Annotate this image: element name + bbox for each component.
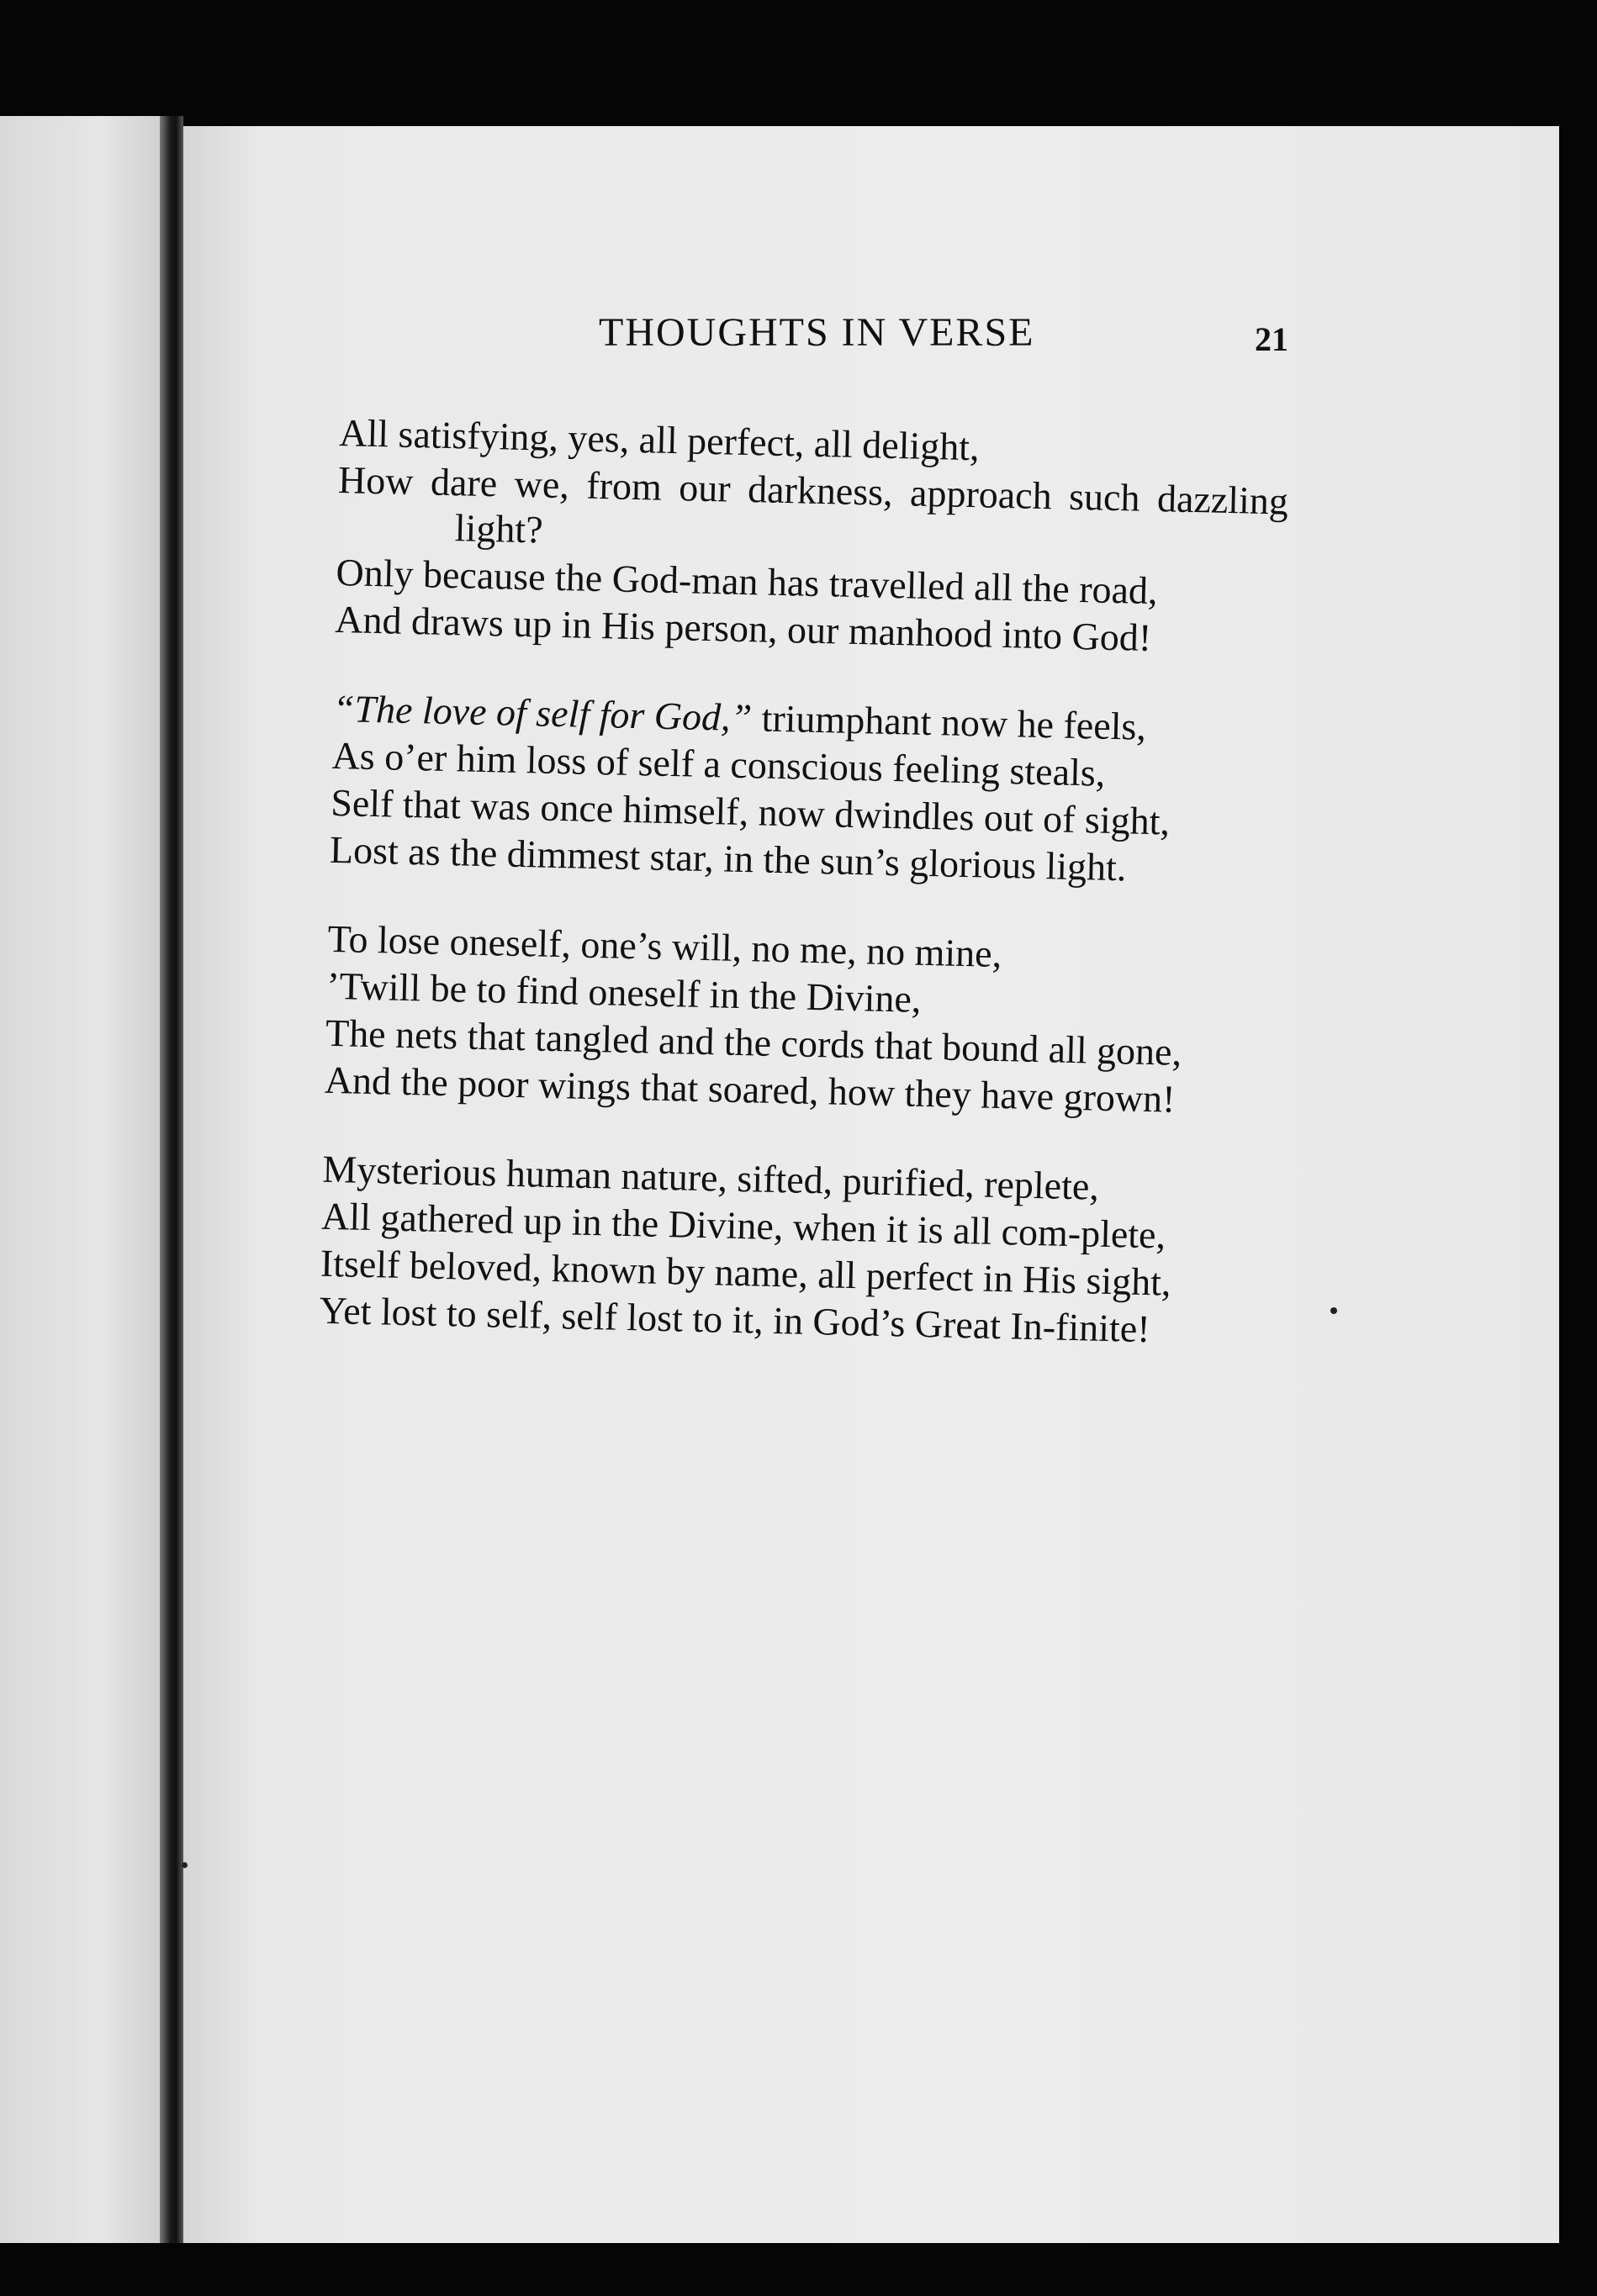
- page-gutter: [160, 116, 183, 2251]
- verse-line: Mysterious human nature, sifted, purified, replete,: [321, 1147, 1100, 1208]
- stanza-1: [335, 410, 1290, 664]
- running-head: THOUGHTS IN VERSE: [599, 310, 1035, 355]
- verse-line: And draws up in His person, our manhood into God!: [334, 597, 1152, 659]
- verse-line: The nets that tangled and the cords that bound all gone,: [325, 1011, 1182, 1074]
- stanza-4: [319, 1147, 1273, 1355]
- verse-line: As o’er him loss of self a conscious feeling steals,: [331, 733, 1106, 794]
- stanza-2: [330, 686, 1284, 895]
- stanza-3: [324, 916, 1278, 1125]
- verse-line: And the poor wings that soared, how they have grown!: [324, 1058, 1177, 1121]
- verse-line: Itself beloved, known by name, all perfect in His sight,: [320, 1241, 1172, 1304]
- verse-line: To lose oneself, one’s will, no me, no mine,: [327, 916, 1002, 976]
- scan-bottom-border: [0, 2243, 1597, 2296]
- verse-line-continuation: triumphant now he feels,: [751, 696, 1147, 748]
- dust-speck: [1330, 1307, 1337, 1314]
- verse-line: All satisfying, yes, all perfect, all delight,: [338, 410, 981, 469]
- quoted-phrase: “The love of self for God,”: [332, 686, 753, 740]
- verse-line: Lost as the dimmest star, in the sun’s glorious light.: [329, 827, 1127, 889]
- poem: [318, 410, 1290, 1398]
- page-number: 21: [1255, 320, 1288, 358]
- verse-line: How dare we, from our darkness, approach such dazzling light?: [337, 457, 1289, 552]
- verse-line: Yet lost to self, self lost to it, in God’s Great In-finite!: [319, 1288, 1151, 1351]
- dust-speck: [182, 1862, 188, 1868]
- verse-line: Self that was once himself, now dwindles out of sight,: [330, 780, 1171, 843]
- verse-line: All gathered up in the Divine, when it is all com-plete,: [320, 1194, 1166, 1257]
- verse-line: ’Twill be to find oneself in the Divine,: [325, 963, 922, 1021]
- facing-page-edge: [0, 116, 165, 2243]
- verse-line: Only because the God-man has travelled all the road,: [336, 550, 1159, 613]
